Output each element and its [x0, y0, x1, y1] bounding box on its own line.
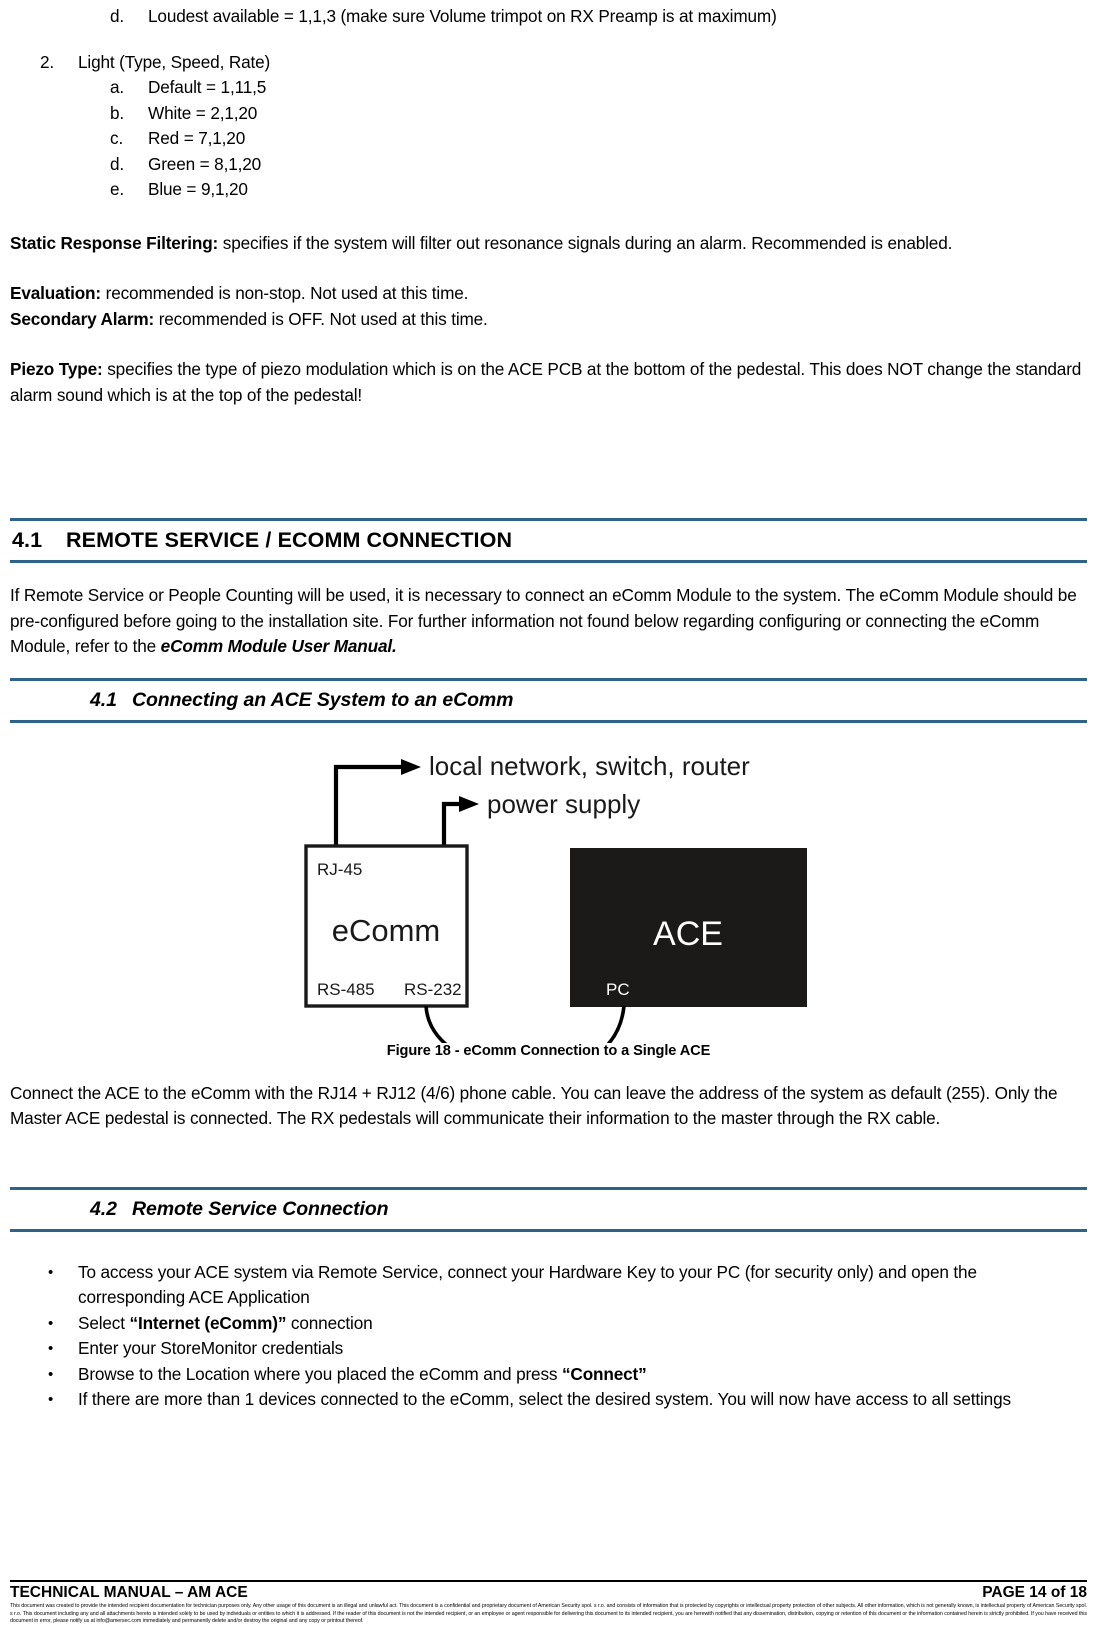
list-marker: d. — [110, 6, 125, 26]
section-title: REMOTE SERVICE / ECOMM CONNECTION — [66, 528, 513, 552]
subsection-heading-4-1 — [10, 678, 1087, 723]
list-item — [10, 1336, 1087, 1362]
figure-ecomm-connection — [10, 723, 1087, 1043]
paragraph-evaluation — [10, 281, 1087, 307]
list-item — [10, 152, 1087, 178]
bullet-text — [78, 1311, 1087, 1337]
list-item — [10, 101, 1087, 127]
term-label: Evaluation: — [10, 283, 101, 303]
list-item — [10, 126, 1087, 152]
paragraph-static-response-filtering — [10, 231, 1087, 257]
list-item-label: Default = 1,11,5 — [148, 77, 267, 97]
arrow-local-network — [336, 759, 421, 846]
list-marker: d. — [110, 153, 125, 174]
subsection-heading-4-2 — [10, 1187, 1087, 1232]
list-item-label: Green = 8,1,20 — [148, 153, 262, 174]
list-item-label: Red = 7,1,20 — [148, 128, 246, 148]
ace-port-pc-label: PC — [605, 979, 630, 999]
ace-box-title: ACE — [652, 914, 723, 953]
list-item-label: White = 2,1,20 — [148, 102, 258, 123]
page-footer — [0, 1580, 1097, 1630]
bullet-text: If there are more than 1 devices connected to the eComm, select the desired system. You will now have access to all settings — [78, 1389, 1011, 1409]
term-label: Static Response Filtering: — [10, 232, 219, 253]
intro-text: If Remote Service or People Counting will be used, it is necessary to connect an eComm Module to the system. The eComm Module should be pre-configured before going to the installation site. For further information not found below regarding configuring or connecting the eComm Module, refer to the — [10, 585, 1077, 656]
figure-caption: Figure 18 - eComm Connection to a Single ACE — [386, 1042, 711, 1059]
term-description: recommended is non-stop. Not used at this time. — [101, 283, 469, 303]
manual-reference: eComm Module User Manual. — [160, 636, 397, 656]
section-heading-4-1 — [10, 518, 1087, 563]
term-description: specifies if the system will filter out resonance signals during an alarm. Recommended is enabled. — [218, 232, 953, 253]
section-number: 4.1 — [12, 528, 43, 552]
subsection-number: 4.2 — [90, 1197, 117, 1220]
subsection-title: Connecting an ACE System to an eComm — [132, 688, 514, 711]
ecomm-ace-diagram — [279, 723, 819, 1043]
subsection-number: 4.1 — [90, 688, 117, 711]
bullet-icon: • — [48, 1263, 54, 1281]
bullet-text-part: Select — [78, 1312, 130, 1333]
list-item — [10, 75, 1087, 101]
arrow-power-supply — [444, 796, 479, 846]
bullet-text: Enter your StoreMonitor credentials — [78, 1338, 344, 1358]
list-item — [10, 177, 1087, 203]
paragraph-secondary-alarm — [10, 307, 1087, 333]
bullet-text-emphasis: “Internet (eComm)” — [129, 1312, 287, 1333]
list-item — [10, 1387, 1087, 1413]
bullet-text-emphasis: “Connect” — [561, 1363, 647, 1384]
list-marker: e. — [110, 179, 125, 199]
list-item — [10, 1311, 1087, 1337]
list-item-label: Blue = 9,1,20 — [148, 179, 248, 199]
footer-manual-title: TECHNICAL MANUAL – AM ACE — [10, 1584, 248, 1602]
diagram-label-local-network: local network, switch, router — [428, 750, 750, 781]
list-marker: c. — [110, 128, 124, 148]
list-item — [10, 50, 1087, 76]
list-item — [10, 1260, 1087, 1311]
list-item-label: Loudest available = 1,1,3 (make sure Volume trimpot on RX Preamp is at maximum) — [148, 6, 777, 26]
list-marker: 2. — [40, 51, 55, 72]
bullet-icon: • — [48, 1340, 54, 1357]
term-label: Secondary Alarm: — [10, 308, 155, 329]
cable-ecomm-to-ace — [426, 1006, 624, 1043]
paragraph-piezo-type — [10, 357, 1087, 408]
subsection-title: Remote Service Connection — [132, 1197, 389, 1220]
footer-divider — [10, 1580, 1087, 1582]
footer-legal-text: This document was created to provide the intended recipient documentation for technician purposes only. Any other usage of this document is an illegal and unlawful act. This document is a confidential and proprietary document of American Security spol. s r.o. and consists of information that is protected by copyrights or intellectual property protection of other subjects. All other information, which is not generally known, is intellectual property of American Security spol. s r.o. This document including any and all attachments hereto is intended solely to be used by individuals or entities to which it is addressed. If the reader of this document is not the intended recipient, or an employee or agent responsible for delivering this document to its intended recipient, you are herewith notified that any dissemination, distribution, copying or retention of this document or the information contained herein is strictly prohibited. If you have received this document in error, please notify us at info@amersec.com immediately and permanently delete and/or destroy the original and any copy or printout thereof. — [10, 1603, 1087, 1625]
term-description: recommended is OFF. Not used at this time. — [154, 308, 488, 329]
paragraph-section-intro — [10, 583, 1087, 660]
footer-page-number: PAGE 14 of 18 — [982, 1584, 1087, 1602]
list-item-label: Light (Type, Speed, Rate) — [78, 51, 271, 72]
bullet-text — [78, 1362, 1087, 1388]
term-label: Piezo Type: — [10, 359, 103, 379]
bullet-text-part: connection — [286, 1312, 373, 1333]
ecomm-box-title: eComm — [331, 912, 440, 948]
bullet-icon: • — [48, 1365, 54, 1383]
ecomm-port-rs485-label: RS-485 — [316, 979, 375, 999]
ecomm-port-rs232-label: RS-232 — [403, 979, 462, 999]
bullet-icon: • — [48, 1391, 54, 1408]
diagram-label-power-supply: power supply — [486, 788, 640, 819]
paragraph-after-figure: Connect the ACE to the eComm with the RJ14 + RJ12 (4/6) phone cable. You can leave the address of the system as default (255). Only the Master ACE pedestal is connected. The RX pedestals will communicate their information to the master through the RX cable. — [10, 1082, 1058, 1128]
ecomm-port-rj45-label: RJ-45 — [316, 859, 362, 879]
bullet-icon: • — [48, 1314, 54, 1332]
bullet-text: To access your ACE system via Remote Service, connect your Hardware Key to your PC (for security only) and open the corresponding ACE Application — [78, 1261, 977, 1307]
list-item — [10, 1362, 1087, 1388]
list-marker: b. — [110, 102, 125, 123]
term-description: specifies the type of piezo modulation which is on the ACE PCB at the bottom of the pedestal. This does NOT change the standard alarm sound which is at the top of the pedestal! — [10, 359, 1082, 405]
list-item — [10, 4, 1087, 30]
bullet-text-part: Browse to the Location where you placed the eComm and press — [78, 1363, 562, 1384]
list-marker: a. — [110, 77, 125, 97]
